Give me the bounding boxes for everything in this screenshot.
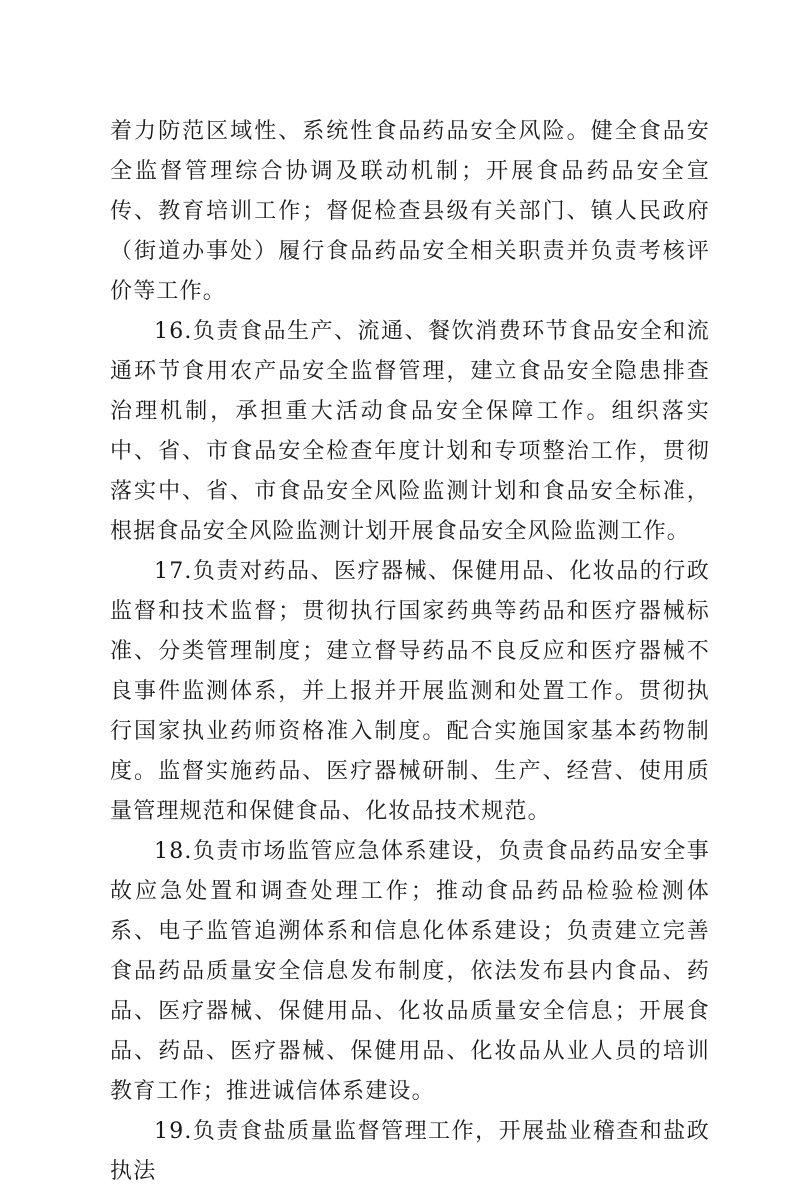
paragraph-item-19: 19.负责食盐质量监督管理工作，开展盐业稽查和盐政执法: [110, 1119, 710, 1184]
paragraph-item-16: 16.负责食品生产、流通、餐饮消费环节食品安全和流通环节食用农产品安全监督管理，建立食品安全隐患排查治理机制，承担重大活动食品安全保障工作。组织落实中、省、市食品安全检查年度计划和专项整治工作，贯彻落实中、省、市食品安全风险监测计划和食品安全标准，根据食品安全风险监测计划开展食品安全风险监测工作。: [110, 319, 710, 544]
paragraph-intro: 着力防范区域性、系统性食品药品安全风险。健全食品安全监督管理综合协调及联动机制；开展食品药品安全宣传、教育培训工作；督促检查县级有关部门、镇人民政府（街道办事处）履行食品药品安全相关职责并负责考核评价等工作。: [110, 119, 710, 304]
document-body: [110, 112, 710, 1192]
paragraph-item-18: 18.负责市场监管应急体系建设，负责食品药品安全事故应急处置和调查处理工作；推动食品药品检验检测体系、电子监管追溯体系和信息化体系建设；负责建立完善食品药品质量安全信息发布制度，依法发布县内食品、药品、医疗器械、保健用品、化妆品质量安全信息；开展食品、药品、医疗器械、保健用品、化妆品从业人员的培训教育工作；推进诚信体系建设。: [110, 839, 710, 1104]
paragraph-item-17: 17.负责对药品、医疗器械、保健用品、化妆品的行政监督和技术监督；贯彻执行国家药典等药品和医疗器械标准、分类管理制度；建立督导药品不良反应和医疗器械不良事件监测体系，并上报并开展监测和处置工作。贯彻执行国家执业药师资格准入制度。配合实施国家基本药物制度。监督实施药品、医疗器械研制、生产、经营、使用质量管理规范和保健食品、化妆品技术规范。: [110, 559, 710, 824]
